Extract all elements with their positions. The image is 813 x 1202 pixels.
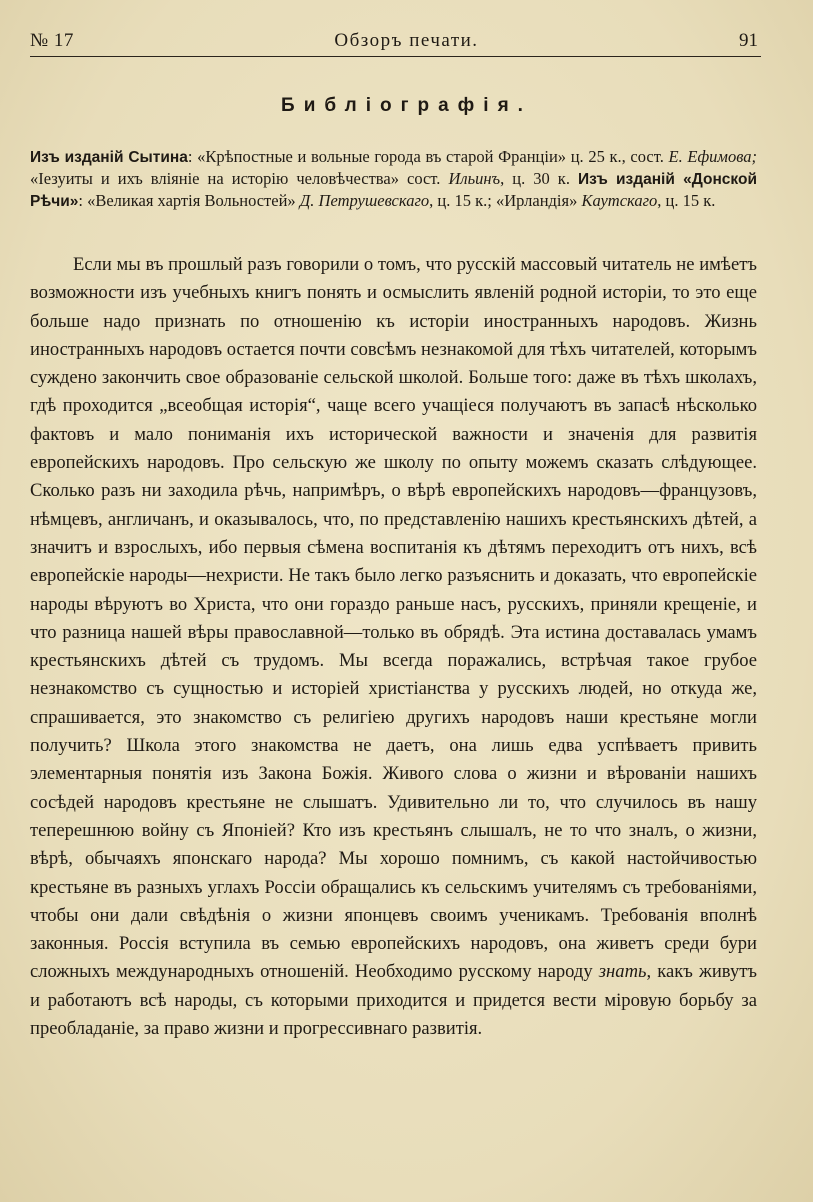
paragraph-text: Если мы въ прошлый разъ говорили о томъ, что русскій массовый читатель не имѣетъ возможности изъ учебныхъ книгъ понять и осмыслить явленій родной исторіи, то это еще больше надо признать по отношенію къ исторіи иностранныхъ народовъ. Жизнь иностранныхъ народовъ остается почти совсѣмъ незнакомой для тѣхъ читателей, которымъ суждено закончить свое образованіе сельской школой. Больше того: даже въ тѣхъ школахъ, гдѣ проходится „всеобщая исторія“, чаще всего учащіеся получаютъ въ запасѣ нѣсколько фактовъ и мало пониманія ихъ исторической важности и значенія для развитія европейскихъ народовъ. Про сельскую же школу по опыту можемъ сказать слѣдующее. Сколько разъ ни заходила рѣчь, напримѣръ, о вѣрѣ европейскихъ народовъ—французовъ, нѣмцевъ, англичанъ, и оказывалось, что, по представленію нашихъ крестьянскихъ дѣтей, а значитъ и взрослыхъ, ибо первыя сѣмена воспитанія къ дѣтямъ переходитъ отъ нихъ, всѣ европейскіе народы—нехристи. Не такъ было легко разъяснить и доказать, что европейскіе народы вѣруютъ во Христа, что они гораздо раньше насъ, русскихъ, приняли крещеніе, и что разница нашей вѣры православной—только въ обрядѣ. Эта истина доставалась умамъ крестьянскихъ дѣтей съ трудомъ. Мы всегда поражались, встрѣчая такое грубое незнакомство съ сущностью и исторіей христіанства у русскихъ людей, но откуда же, спрашивается, это знакомство съ религіею другихъ народовъ наши крестьяне могли получить? Школа этого знакомства не даетъ, она лишь едва успѣваетъ привить элементарныя понятія изъ Закона Божія. Живого слова о жизни и вѣрованіи нашихъ сосѣдей народовъ крестьяне не слышатъ. Удивительно ли то, что случилось въ нашу теперешнюю войну съ Японіей? Кто изъ крестьянъ слышалъ, не то что зналъ, о жизни, вѣрѣ, обычаяхъ японскаго народа? Мы хорошо помнимъ, съ какой настойчивостью крестьяне въ разныхъ углахъ Россіи обращались къ сельскимъ учителямъ съ требованіями, чтобы они дали свѣдѣнія о жизни японцевъ своимъ ученикамъ. Требованія вполнѣ законныя. Россія вступила въ семью европейскихъ народовъ, она живетъ среди бури сложныхъ международныхъ отношеній. Необходимо русскому народу — [30, 254, 757, 983]
author-name: Ильинъ — [448, 169, 501, 188]
issue-number: № 17 — [30, 30, 74, 51]
article-paragraph — [30, 251, 757, 1043]
author-name: Каутскаго — [581, 191, 658, 210]
book-info: : «Великая хартія Вольностей» — [78, 191, 300, 210]
emphasized-word: знать — [598, 961, 647, 983]
publisher-name: Изъ изданій Сытина — [30, 149, 188, 166]
running-header — [30, 30, 758, 52]
header-rule — [30, 56, 761, 57]
paragraph-text: , какъ живутъ и работаютъ всѣ народы, съ которыми приходится и придется вести міровую борьбу за преобладаніе, за право жизни и прогрессивнаго развитія. — [30, 961, 757, 1040]
author-name: Е. Ефимова; — [668, 147, 758, 166]
book-info: «Іезуиты и ихъ вліяніе на исторію человѣчества» сост. — [30, 169, 449, 188]
book-info: , ц. 15 к. — [657, 191, 716, 210]
bibliography-entry — [30, 146, 757, 212]
book-info: : «Крѣпостные и вольные города въ старой Франціи» ц. 25 к., сост. — [187, 147, 669, 166]
running-title: Обзоръ печати. — [334, 30, 479, 51]
book-info: , ц. 30 к. — [500, 169, 579, 188]
author-name: Д. Петрушевскаго — [299, 191, 430, 210]
page-number: 91 — [739, 30, 758, 51]
section-title: Библіографія. — [281, 95, 532, 116]
book-info: , ц. 15 к.; «Ирландія» — [429, 191, 582, 210]
publisher-name: Изъ изданій «Донской Рѣчи» — [30, 171, 757, 210]
